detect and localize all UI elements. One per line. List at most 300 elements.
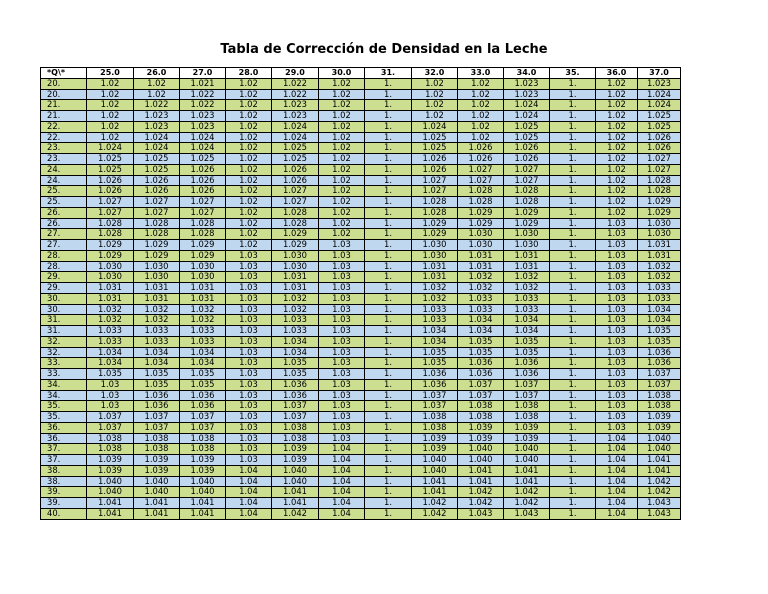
table-cell: 1. — [550, 240, 596, 251]
row-label-cell: 40. — [41, 508, 87, 519]
table-cell: 1.02 — [226, 121, 272, 132]
table-cell: 1.036 — [458, 369, 504, 380]
table-cell: 1.02 — [319, 229, 365, 240]
row-label-cell: 38. — [41, 476, 87, 487]
table-cell: 1.028 — [134, 229, 180, 240]
table-cell: 1.03 — [596, 250, 638, 261]
table-cell: 1.032 — [272, 293, 319, 304]
table-cell: 1.04 — [319, 476, 365, 487]
table-cell: 1.023 — [272, 111, 319, 122]
table-row — [41, 326, 681, 337]
table-cell: 1.040 — [504, 444, 550, 455]
table-cell: 1. — [550, 272, 596, 283]
table-cell: 1.04 — [226, 487, 272, 498]
table-cell: 1.041 — [272, 487, 319, 498]
table-cell: 1.042 — [504, 498, 550, 509]
table-cell: 1.03 — [319, 358, 365, 369]
table-cell: 1.040 — [458, 455, 504, 466]
table-cell: 1.03 — [226, 401, 272, 412]
table-cell: 1.02 — [87, 132, 134, 143]
table-row — [41, 358, 681, 369]
table-cell: 1.038 — [504, 412, 550, 423]
table-cell: 1. — [365, 283, 412, 294]
table-cell: 1.03 — [226, 326, 272, 337]
row-label-cell: 25. — [41, 186, 87, 197]
table-cell: 1.02 — [596, 132, 638, 143]
table-cell: 1.030 — [87, 272, 134, 283]
row-label-cell: 37. — [41, 455, 87, 466]
table-cell: 1.023 — [180, 111, 226, 122]
table-cell: 1.038 — [504, 401, 550, 412]
row-label-cell: 22. — [41, 121, 87, 132]
table-cell: 1.04 — [226, 498, 272, 509]
table-cell: 1.034 — [134, 347, 180, 358]
row-label-cell: 23. — [41, 154, 87, 165]
table-cell: 1.041 — [180, 508, 226, 519]
table-row — [41, 487, 681, 498]
table-cell: 1.032 — [638, 261, 681, 272]
table-cell: 1.02 — [596, 78, 638, 89]
table-cell: 1.030 — [412, 240, 458, 251]
table-cell: 1.04 — [319, 498, 365, 509]
table-cell: 1.026 — [134, 186, 180, 197]
table-cell: 1.032 — [87, 315, 134, 326]
table-cell: 1.041 — [638, 465, 681, 476]
table-cell: 1.02 — [596, 207, 638, 218]
table-cell: 1.03 — [226, 336, 272, 347]
table-cell: 1.037 — [87, 422, 134, 433]
table-cell: 1.03 — [319, 401, 365, 412]
table-cell: 1.031 — [504, 261, 550, 272]
table-cell: 1.02 — [319, 121, 365, 132]
table-cell: 1.033 — [638, 293, 681, 304]
table-cell: 1.034 — [87, 347, 134, 358]
table-cell: 1.027 — [180, 197, 226, 208]
table-cell: 1.02 — [596, 164, 638, 175]
table-cell: 1.037 — [638, 379, 681, 390]
table-cell: 1.027 — [504, 164, 550, 175]
table-cell: 1.031 — [638, 240, 681, 251]
table-cell: 1. — [365, 390, 412, 401]
table-cell: 1.036 — [412, 379, 458, 390]
table-cell: 1.038 — [458, 401, 504, 412]
table-cell: 1.024 — [638, 89, 681, 100]
table-cell: 1.03 — [319, 433, 365, 444]
table-cell: 1.031 — [180, 293, 226, 304]
table-cell: 1.029 — [412, 218, 458, 229]
table-cell: 1.034 — [504, 326, 550, 337]
row-label-cell: 33. — [41, 358, 87, 369]
table-cell: 1.02 — [458, 78, 504, 89]
table-cell: 1.03 — [596, 326, 638, 337]
table-cell: 1.028 — [412, 207, 458, 218]
table-cell: 1.037 — [134, 412, 180, 423]
table-cell: 1.026 — [272, 175, 319, 186]
table-cell: 1. — [550, 487, 596, 498]
row-label-cell: 31. — [41, 315, 87, 326]
table-row — [41, 315, 681, 326]
table-cell: 1. — [365, 369, 412, 380]
table-cell: 1.042 — [458, 498, 504, 509]
table-cell: 1.038 — [180, 433, 226, 444]
table-cell: 1. — [550, 261, 596, 272]
table-cell: 1.02 — [596, 111, 638, 122]
table-cell: 1.03 — [87, 401, 134, 412]
table-cell: 1.030 — [412, 250, 458, 261]
table-cell: 1.026 — [180, 175, 226, 186]
table-cell: 1.042 — [412, 508, 458, 519]
table-cell: 1.03 — [226, 293, 272, 304]
table-cell: 1.03 — [319, 272, 365, 283]
table-cell: 1.038 — [134, 433, 180, 444]
table-cell: 1.03 — [596, 412, 638, 423]
table-cell: 1.032 — [412, 293, 458, 304]
table-cell: 1. — [550, 358, 596, 369]
table-cell: 1.026 — [458, 143, 504, 154]
table-cell: 1.025 — [272, 143, 319, 154]
table-cell: 1.029 — [272, 229, 319, 240]
table-cell: 1.026 — [458, 154, 504, 165]
table-cell: 1.033 — [134, 326, 180, 337]
table-cell: 1.02 — [319, 218, 365, 229]
table-cell: 1.033 — [87, 336, 134, 347]
table-cell: 1.03 — [596, 336, 638, 347]
row-label-cell: 28. — [41, 261, 87, 272]
table-cell: 1.02 — [412, 89, 458, 100]
table-cell: 1.03 — [226, 412, 272, 423]
row-label-cell: 31. — [41, 326, 87, 337]
table-cell: 1.027 — [272, 186, 319, 197]
table-cell: 1.032 — [504, 272, 550, 283]
table-row — [41, 100, 681, 111]
table-cell: 1. — [550, 336, 596, 347]
table-cell: 1.02 — [226, 111, 272, 122]
row-label-cell: 39. — [41, 498, 87, 509]
table-cell: 1.028 — [458, 186, 504, 197]
table-cell: 1.026 — [504, 154, 550, 165]
table-cell: 1.02 — [319, 164, 365, 175]
column-header: 26.0 — [134, 68, 180, 79]
table-cell: 1. — [550, 465, 596, 476]
table-cell: 1.028 — [504, 197, 550, 208]
table-cell: 1.04 — [596, 476, 638, 487]
table-row — [41, 154, 681, 165]
table-cell: 1.026 — [87, 186, 134, 197]
table-cell: 1.026 — [412, 154, 458, 165]
table-cell: 1.033 — [458, 304, 504, 315]
table-cell: 1.033 — [412, 304, 458, 315]
table-cell: 1.04 — [319, 508, 365, 519]
row-label-cell: 26. — [41, 218, 87, 229]
table-row — [41, 283, 681, 294]
table-cell: 1.023 — [504, 78, 550, 89]
table-cell: 1. — [365, 240, 412, 251]
table-cell: 1.030 — [180, 272, 226, 283]
table-cell: 1.03 — [596, 304, 638, 315]
table-cell: 1.027 — [504, 175, 550, 186]
table-cell: 1.03 — [319, 390, 365, 401]
row-label-cell: 37. — [41, 444, 87, 455]
table-cell: 1. — [550, 304, 596, 315]
table-cell: 1. — [365, 498, 412, 509]
table-cell: 1. — [550, 78, 596, 89]
table-cell: 1.035 — [87, 369, 134, 380]
table-cell: 1.023 — [638, 78, 681, 89]
table-cell: 1.03 — [226, 347, 272, 358]
table-cell: 1.031 — [412, 272, 458, 283]
table-cell: 1.032 — [272, 304, 319, 315]
table-cell: 1.02 — [226, 207, 272, 218]
row-label-cell: 21. — [41, 111, 87, 122]
table-cell: 1.03 — [319, 336, 365, 347]
table-cell: 1.028 — [638, 175, 681, 186]
table-cell: 1.029 — [180, 250, 226, 261]
row-label-cell: 32. — [41, 336, 87, 347]
table-cell: 1.022 — [272, 78, 319, 89]
table-cell: 1.040 — [412, 465, 458, 476]
table-cell: 1.032 — [87, 304, 134, 315]
row-label-cell: 22. — [41, 132, 87, 143]
table-cell: 1.040 — [180, 476, 226, 487]
table-cell: 1. — [550, 412, 596, 423]
table-cell: 1.031 — [87, 283, 134, 294]
table-cell: 1.023 — [134, 111, 180, 122]
table-cell: 1.032 — [134, 315, 180, 326]
table-cell: 1.03 — [226, 433, 272, 444]
table-cell: 1.02 — [458, 121, 504, 132]
table-cell: 1.025 — [638, 121, 681, 132]
table-cell: 1.037 — [458, 379, 504, 390]
table-cell: 1.04 — [596, 444, 638, 455]
table-cell: 1.02 — [226, 240, 272, 251]
table-cell: 1.035 — [272, 369, 319, 380]
table-cell: 1.02 — [319, 132, 365, 143]
column-header: 25.0 — [87, 68, 134, 79]
table-row — [41, 465, 681, 476]
table-cell: 1.026 — [87, 175, 134, 186]
table-cell: 1.024 — [504, 100, 550, 111]
table-row — [41, 89, 681, 100]
table-cell: 1. — [365, 412, 412, 423]
table-cell: 1.031 — [134, 293, 180, 304]
row-label-cell: 29. — [41, 272, 87, 283]
table-cell: 1.030 — [504, 240, 550, 251]
table-cell: 1.033 — [638, 283, 681, 294]
table-cell: 1.02 — [319, 100, 365, 111]
table-cell: 1. — [365, 100, 412, 111]
table-cell: 1. — [365, 164, 412, 175]
row-label-cell: 28. — [41, 250, 87, 261]
table-row — [41, 422, 681, 433]
row-label-cell: 36. — [41, 433, 87, 444]
table-cell: 1.036 — [504, 358, 550, 369]
table-cell: 1.02 — [226, 175, 272, 186]
table-cell: 1. — [365, 121, 412, 132]
table-cell: 1.036 — [180, 390, 226, 401]
table-cell: 1.038 — [134, 444, 180, 455]
table-cell: 1.02 — [87, 78, 134, 89]
table-cell: 1.039 — [87, 465, 134, 476]
table-cell: 1.039 — [180, 465, 226, 476]
table-cell: 1.027 — [412, 186, 458, 197]
table-cell: 1.037 — [134, 422, 180, 433]
table-cell: 1.024 — [412, 121, 458, 132]
table-cell: 1.029 — [412, 229, 458, 240]
table-cell: 1.02 — [134, 89, 180, 100]
table-row — [41, 476, 681, 487]
table-cell: 1.02 — [412, 111, 458, 122]
table-cell: 1. — [365, 476, 412, 487]
table-cell: 1.03 — [596, 218, 638, 229]
table-cell: 1.037 — [638, 369, 681, 380]
table-cell: 1.040 — [134, 487, 180, 498]
table-cell: 1.033 — [180, 326, 226, 337]
table-cell: 1. — [550, 455, 596, 466]
table-row — [41, 250, 681, 261]
table-cell: 1.02 — [596, 121, 638, 132]
table-cell: 1.036 — [458, 358, 504, 369]
table-cell: 1.041 — [504, 465, 550, 476]
table-cell: 1. — [365, 293, 412, 304]
table-cell: 1.037 — [87, 412, 134, 423]
table-cell: 1.02 — [319, 197, 365, 208]
table-cell: 1.035 — [272, 358, 319, 369]
table-row — [41, 390, 681, 401]
table-cell: 1.02 — [458, 111, 504, 122]
table-cell: 1.02 — [319, 78, 365, 89]
row-label-cell: 24. — [41, 175, 87, 186]
table-cell: 1.032 — [638, 272, 681, 283]
table-cell: 1.028 — [638, 186, 681, 197]
row-label-cell: 30. — [41, 293, 87, 304]
table-cell: 1. — [550, 444, 596, 455]
table-cell: 1. — [550, 326, 596, 337]
table-header-row — [41, 68, 681, 79]
row-label-cell: 24. — [41, 164, 87, 175]
table-row — [41, 207, 681, 218]
table-cell: 1.041 — [504, 476, 550, 487]
row-label-cell: 21. — [41, 100, 87, 111]
table-cell: 1.040 — [87, 476, 134, 487]
table-cell: 1.03 — [596, 272, 638, 283]
table-cell: 1.03 — [226, 304, 272, 315]
table-cell: 1.041 — [180, 498, 226, 509]
table-cell: 1.02 — [458, 132, 504, 143]
table-cell: 1.03 — [226, 272, 272, 283]
table-cell: 1.035 — [180, 379, 226, 390]
table-cell: 1.031 — [638, 250, 681, 261]
table-cell: 1.031 — [272, 283, 319, 294]
table-cell: 1.03 — [226, 358, 272, 369]
row-label-cell: 30. — [41, 304, 87, 315]
table-cell: 1.041 — [458, 476, 504, 487]
table-cell: 1.040 — [638, 444, 681, 455]
table-cell: 1.023 — [180, 121, 226, 132]
table-cell: 1.029 — [272, 240, 319, 251]
table-cell: 1. — [365, 465, 412, 476]
column-header: 29.0 — [272, 68, 319, 79]
table-cell: 1.02 — [87, 111, 134, 122]
table-cell: 1.03 — [226, 261, 272, 272]
row-label-cell: 38. — [41, 465, 87, 476]
table-cell: 1.030 — [458, 229, 504, 240]
table-cell: 1.036 — [504, 369, 550, 380]
table-cell: 1.028 — [272, 218, 319, 229]
table-cell: 1.036 — [134, 390, 180, 401]
table-cell: 1.035 — [638, 336, 681, 347]
table-cell: 1. — [365, 315, 412, 326]
table-cell: 1.03 — [596, 379, 638, 390]
table-cell: 1.03 — [226, 250, 272, 261]
table-cell: 1.02 — [226, 89, 272, 100]
table-cell: 1.034 — [458, 315, 504, 326]
table-cell: 1.03 — [319, 283, 365, 294]
table-cell: 1.026 — [272, 164, 319, 175]
table-row — [41, 261, 681, 272]
table-cell: 1.039 — [412, 444, 458, 455]
table-cell: 1.02 — [226, 197, 272, 208]
table-cell: 1.041 — [412, 476, 458, 487]
table-cell: 1. — [550, 476, 596, 487]
table-cell: 1.02 — [596, 175, 638, 186]
table-row — [41, 229, 681, 240]
table-cell: 1.03 — [596, 401, 638, 412]
table-cell: 1.02 — [226, 164, 272, 175]
table-cell: 1.04 — [596, 433, 638, 444]
table-cell: 1.04 — [319, 455, 365, 466]
table-cell: 1.038 — [272, 433, 319, 444]
table-cell: 1.033 — [458, 293, 504, 304]
table-cell: 1.02 — [596, 143, 638, 154]
table-cell: 1. — [365, 111, 412, 122]
table-cell: 1. — [550, 379, 596, 390]
table-cell: 1. — [365, 229, 412, 240]
table-cell: 1. — [365, 218, 412, 229]
table-cell: 1.028 — [87, 218, 134, 229]
table-cell: 1.026 — [504, 143, 550, 154]
table-cell: 1.025 — [272, 154, 319, 165]
table-cell: 1.030 — [458, 240, 504, 251]
table-cell: 1.02 — [412, 78, 458, 89]
page-title: Tabla de Corrección de Densidad en la Leche — [220, 42, 548, 57]
table-cell: 1.025 — [504, 132, 550, 143]
table-cell: 1.024 — [272, 132, 319, 143]
table-cell: 1.034 — [180, 358, 226, 369]
table-cell: 1.02 — [319, 175, 365, 186]
table-cell: 1.029 — [87, 240, 134, 251]
table-cell: 1.029 — [638, 207, 681, 218]
row-label-cell: 34. — [41, 390, 87, 401]
table-cell: 1.034 — [458, 326, 504, 337]
table-cell: 1.03 — [226, 422, 272, 433]
table-row — [41, 304, 681, 315]
table-cell: 1.038 — [412, 422, 458, 433]
table-cell: 1.04 — [226, 476, 272, 487]
table-cell: 1.027 — [638, 164, 681, 175]
header-row-label: *Q\* — [41, 68, 87, 79]
table-cell: 1. — [550, 315, 596, 326]
table-cell: 1. — [365, 272, 412, 283]
table-cell: 1.033 — [134, 336, 180, 347]
table-cell: 1.038 — [272, 422, 319, 433]
table-row — [41, 498, 681, 509]
table-cell: 1.037 — [272, 412, 319, 423]
table-cell: 1.024 — [180, 143, 226, 154]
table-cell: 1.028 — [412, 197, 458, 208]
table-cell: 1.03 — [226, 379, 272, 390]
table-cell: 1.02 — [412, 100, 458, 111]
table-cell: 1.027 — [412, 175, 458, 186]
